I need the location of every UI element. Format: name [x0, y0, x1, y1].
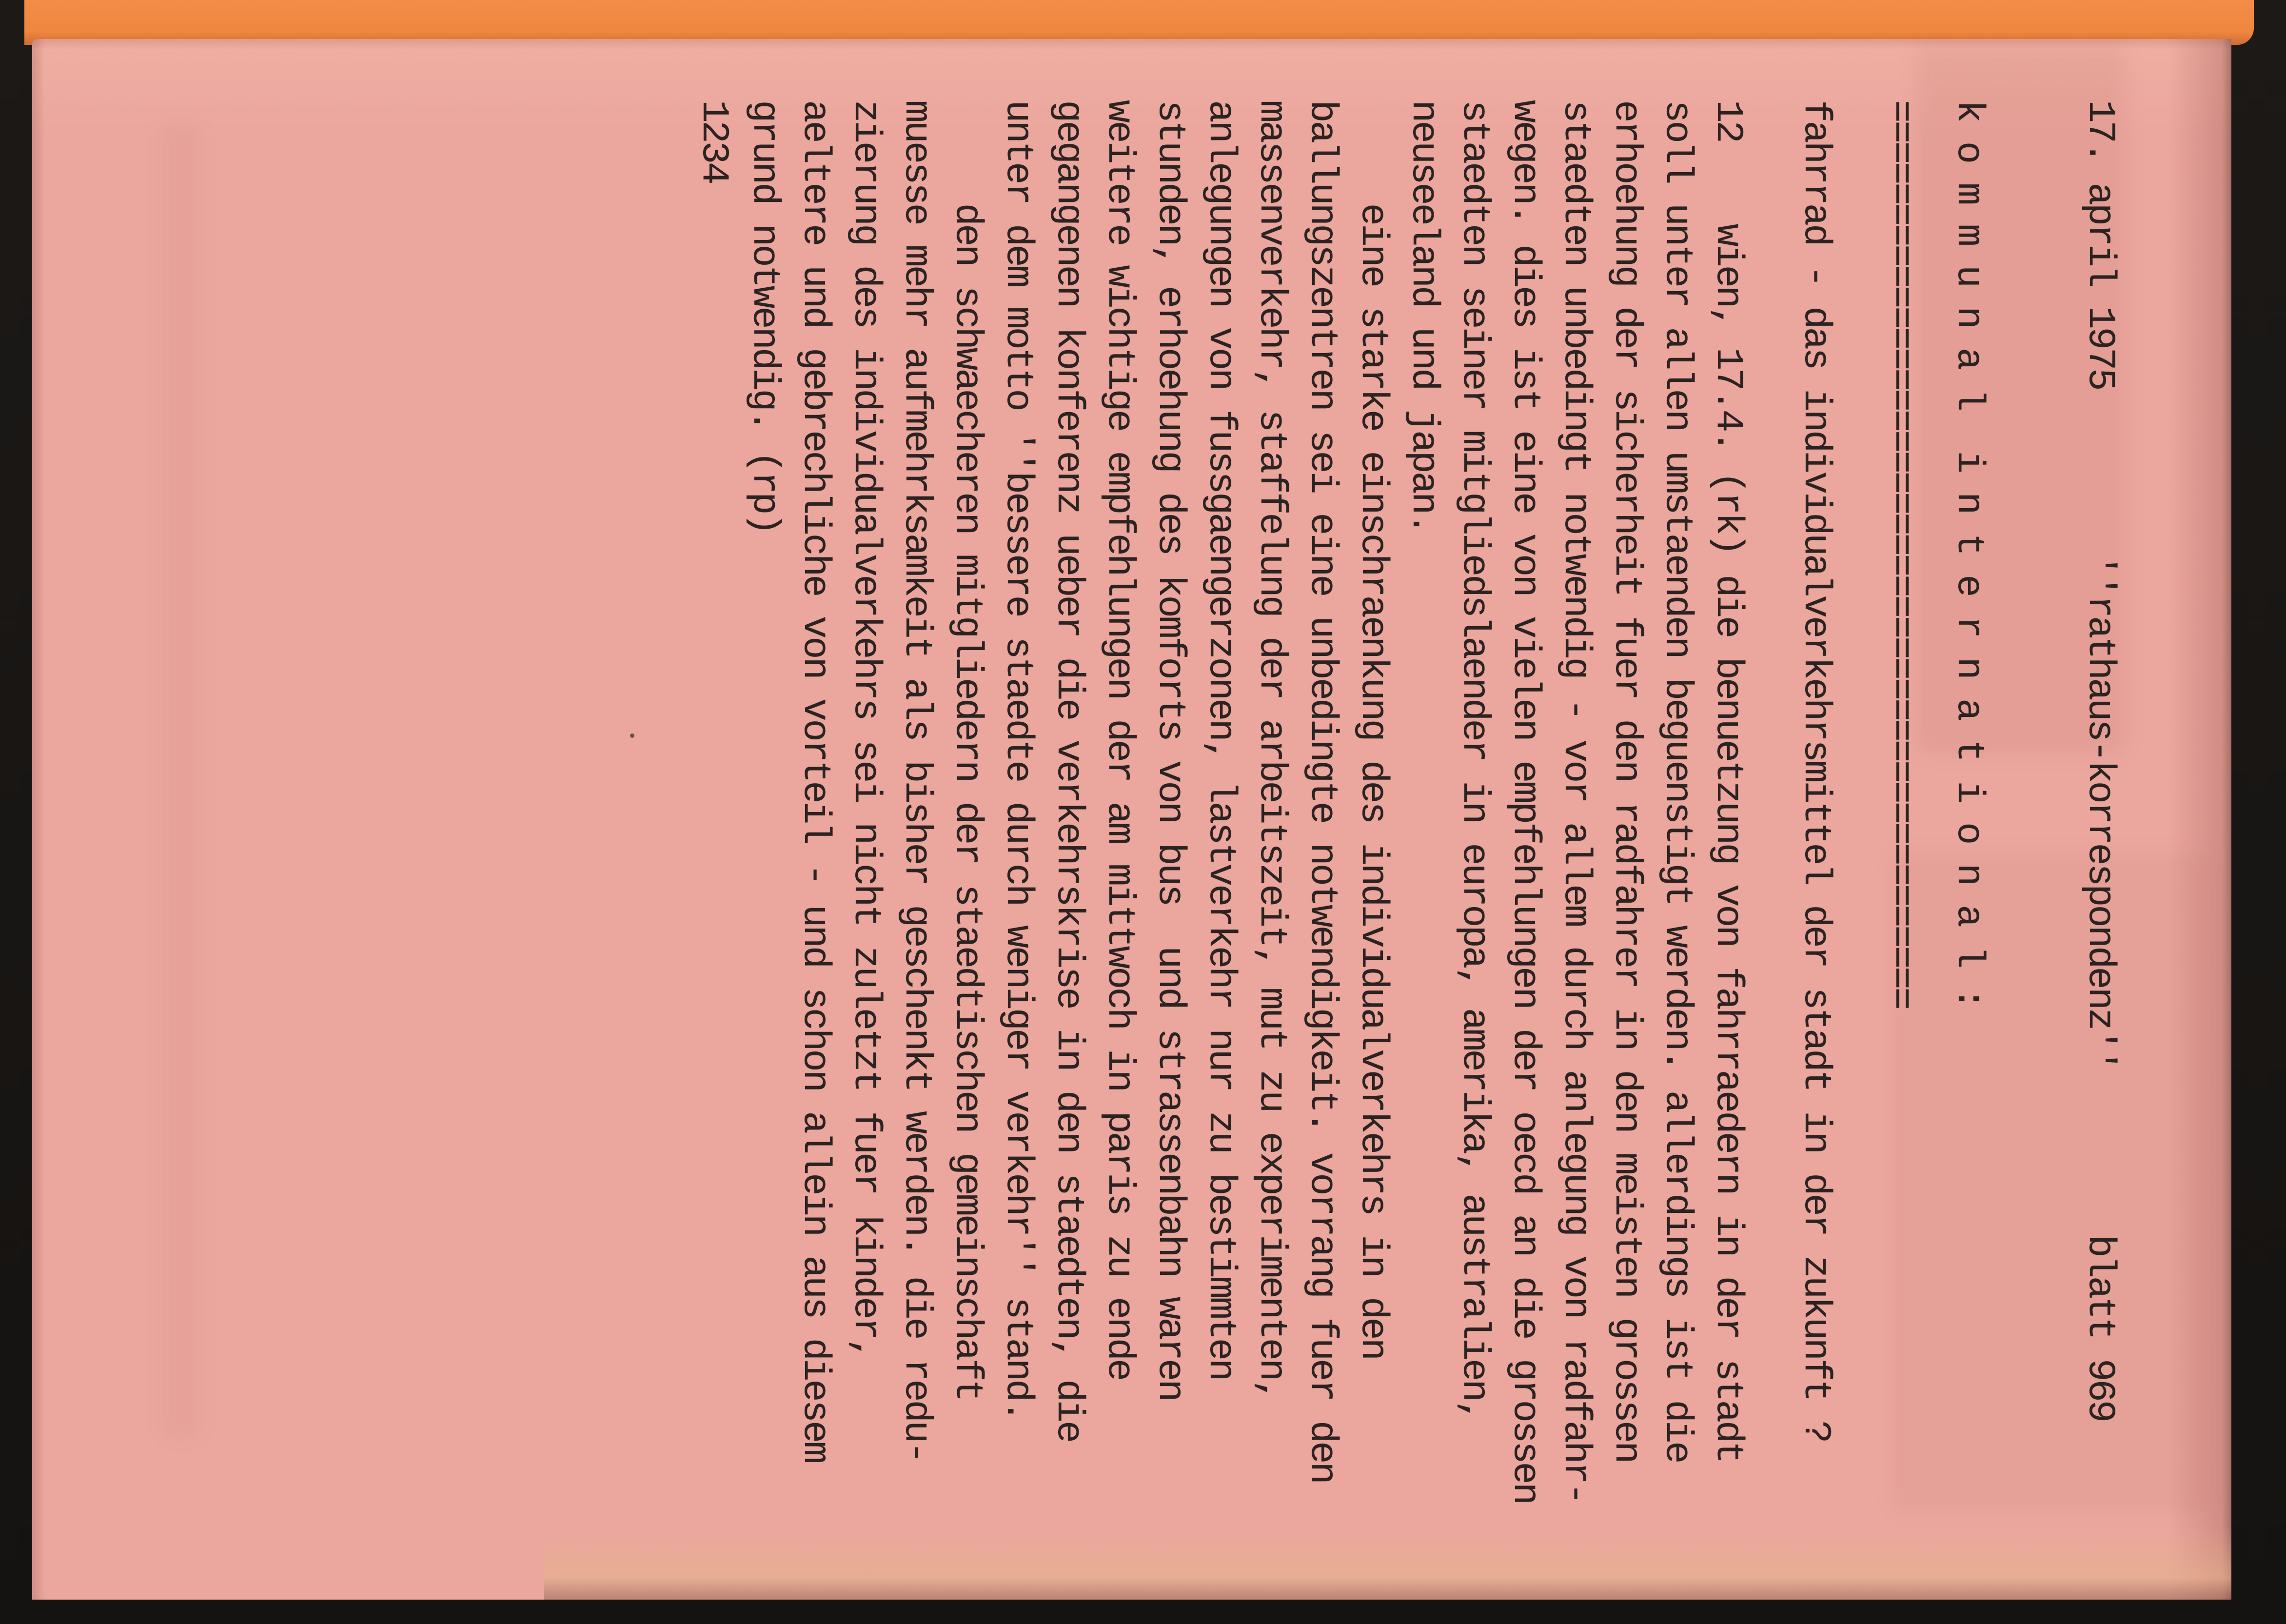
ink-speck	[630, 733, 634, 738]
article-line: staedten unbedingt notwendig - vor allem durch anlegung von radfahr-	[1554, 100, 1597, 1503]
footer-code: 1234	[692, 100, 735, 183]
article-line: unter dem motto ''bessere staedte durch weniger verkehr'' stand.	[996, 100, 1039, 1421]
article-line: zierung des individualverkehrs sei nicht zuletzt fuer kinder,	[844, 100, 887, 1359]
section-underline: ============================================	[1878, 100, 1921, 1008]
article-headline: fahrrad - das individualverkehrsmittel der stadt in der zukunft ?	[1794, 100, 1837, 1441]
article-line: staedten seiner mitgliedslaender in europa, amerika, australien,	[1453, 100, 1496, 1421]
header-sheet-number: blatt 969	[2078, 1235, 2121, 1421]
article-line: neuseeland und japan.	[1402, 100, 1445, 534]
article-line: weitere wichtige empfehlungen der am mittwoch in paris zu ende	[1098, 100, 1141, 1380]
article-line: soll unter allen umstaenden beguenstigt werden. allerdings ist die	[1655, 100, 1698, 1462]
header-date: 17. april 1975	[2078, 100, 2121, 389]
typewritten-text-block	[683, 100, 2126, 1539]
binding-shadow	[2168, 39, 2231, 1600]
section-title: k o m m u n a l i n t e r n a t i o n a l :	[1947, 100, 1990, 1008]
orange-folder-cover-edge	[24, 0, 2254, 45]
article-line: wegen. dies ist eine von vielen empfehlungen der oecd an die grossen	[1503, 100, 1546, 1503]
article-line: ballungszentren sei eine unbedingte notwendigkeit. vorrang fuer den	[1301, 100, 1343, 1483]
article-line: muesse mehr aufmehrksamkeit als bisher geschenkt werden. die redu-	[895, 100, 938, 1462]
page-header	[2074, 100, 2125, 1539]
article-line: massenverkehr, staffelung der arbeitszeit, mut zu experimenten,	[1250, 100, 1293, 1400]
show-through-shadow	[161, 122, 200, 1439]
article-line: erhoehung der sicherheit fuer den radfahrer in den meisten grossen	[1605, 100, 1648, 1462]
article-body	[739, 100, 1753, 1539]
article-line: grund notwendig. (rp)	[743, 100, 786, 534]
article-line: anlegungen von fussgaengerzonen, lastverkehr nur zu bestimmten	[1199, 100, 1242, 1380]
article-line: stunden, erhoehung des komforts von bus und strassenbahn waren	[1148, 100, 1191, 1400]
article-line: den schwaecheren mitgliedern der staedtischen gemeinschaft	[946, 100, 988, 1400]
article-line: 12 wien, 17.4. (rk) die benuetzung von fahrraedern in der stadt	[1706, 100, 1749, 1462]
article-line: gegangenen konferenz ueber die verkehrskrise in den staedten, die	[1047, 100, 1090, 1441]
article-line: aeltere und gebrechliche von vorteil - und schon allein aus diesem	[793, 100, 836, 1462]
article-line: eine starke einschraenkung des individualverkehrs in den	[1351, 100, 1394, 1359]
header-publication: ''rathaus-korrespondenz''	[2078, 554, 2121, 1070]
